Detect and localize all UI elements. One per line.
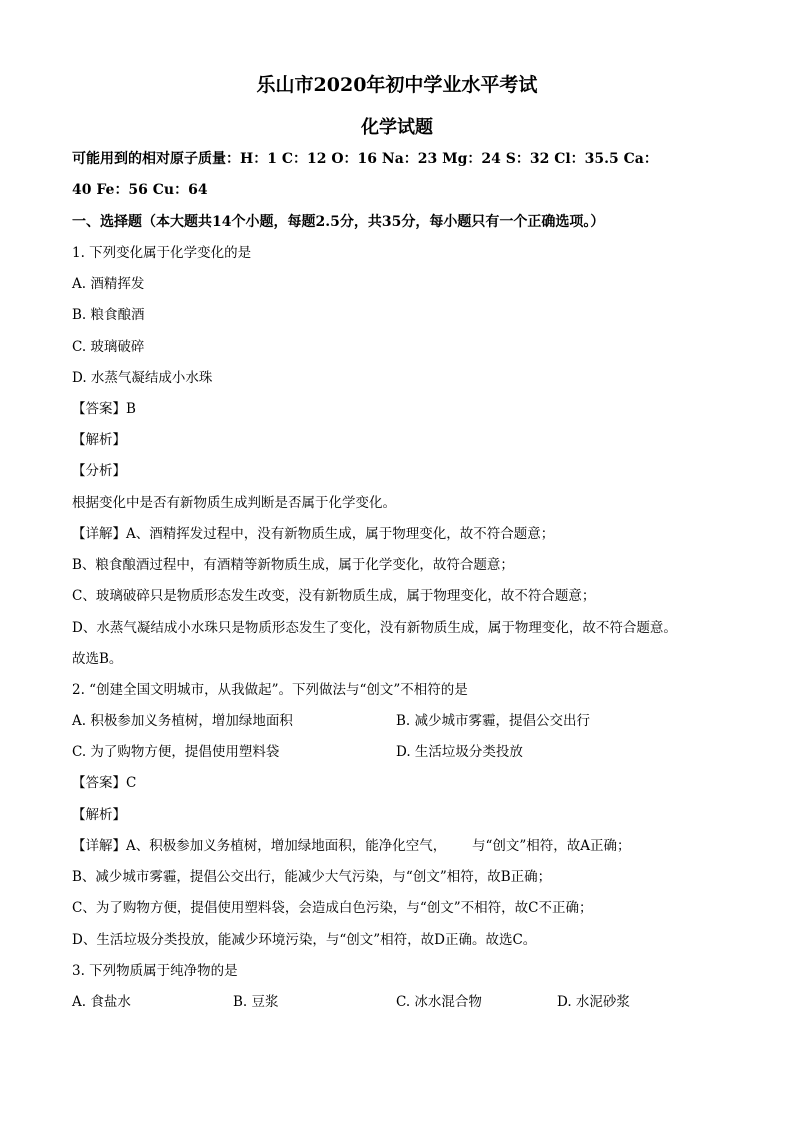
q1-answer: 【答案】B xyxy=(72,401,136,417)
section-heading: 一、选择题（本大题共14个小题，每题2.5分，共35分，每小题只有一个正确选项。） xyxy=(72,214,605,230)
q2-option-d: D. 生活垃圾分类投放 xyxy=(396,744,523,760)
q2-option-c: C. 为了购物方便，提倡使用塑料袋 xyxy=(72,744,280,760)
question-3-stem: 3. 下列物质属于纯净物的是 xyxy=(72,963,238,979)
q1-detail-b: B、粮食酿酒过程中，有酒精等新物质生成，属于化学变化，故符合题意； xyxy=(72,557,514,573)
q1-fenxi-text: 根据变化中是否有新物质生成判断是否属于化学变化。 xyxy=(72,495,396,511)
q3-option-a: A. 食盐水 xyxy=(72,994,131,1010)
q1-option-d: D. 水蒸气凝结成小水珠 xyxy=(72,370,213,386)
q2-detail-b: B、减少城市雾霾，提倡公交出行，能减少大气污染，与“创文”相符，故B正确； xyxy=(72,869,552,885)
q1-detail-d: D、水蒸气凝结成小水珠只是物质形态发生了变化，没有新物质生成，属于物理变化，故不符合题意。 xyxy=(72,620,677,636)
q3-option-c: C. 冰水混合物 xyxy=(396,994,482,1010)
q1-analysis-label: 【解析】 xyxy=(72,432,126,448)
q1-option-a: A. 酒精挥发 xyxy=(72,276,145,292)
q2-detail-a: 【详解】A、积极参加义务植树，增加绿地面积，能净化空气， 与“创文”相符，故A正确； xyxy=(72,838,631,854)
exam-title: 乐山市2020年初中学业水平考试 xyxy=(256,74,538,96)
atomic-mass-line-1: 可能用到的相对原子质量：H：1 C：12 O：16 Na：23 Mg：24 S：32 Cl：35.5 Ca： xyxy=(72,151,658,167)
q1-option-b: B. 粮食酿酒 xyxy=(72,307,145,323)
q1-option-c: C. 玻璃破碎 xyxy=(72,339,145,355)
question-1-stem: 1. 下列变化属于化学变化的是 xyxy=(72,245,252,261)
q3-option-b: B. 豆浆 xyxy=(233,994,279,1010)
q2-answer: 【答案】C xyxy=(72,775,137,791)
q2-detail-c: C、为了购物方便，提倡使用塑料袋，会造成白色污染，与“创文”不相符，故C不正确； xyxy=(72,900,593,916)
atomic-mass-line-2: 40 Fe：56 Cu：64 xyxy=(72,182,208,198)
exam-subtitle: 化学试题 xyxy=(361,117,433,138)
q1-conclusion: 故选B。 xyxy=(72,651,123,667)
q2-analysis-label: 【解析】 xyxy=(72,807,126,823)
question-2-stem: 2. “创建全国文明城市，从我做起”。下列做法与“创文”不相符的是 xyxy=(72,682,468,698)
q1-detail-a: 【详解】A、酒精挥发过程中，没有新物质生成，属于物理变化，故不符合题意； xyxy=(72,526,555,542)
q2-option-b: B. 减少城市雾霾，提倡公交出行 xyxy=(396,713,591,729)
q2-detail-d: D、生活垃圾分类投放，能减少环境污染，与“创文”相符，故D正确。故选C。 xyxy=(72,932,537,948)
q2-option-a: A. 积极参加义务植树，增加绿地面积 xyxy=(72,713,293,729)
q1-fenxi-label: 【分析】 xyxy=(72,463,126,479)
q1-detail-c: C、玻璃破碎只是物质形态发生改变，没有新物质生成，属于物理变化，故不符合题意； xyxy=(72,588,596,604)
q3-option-d: D. 水泥砂浆 xyxy=(557,994,630,1010)
